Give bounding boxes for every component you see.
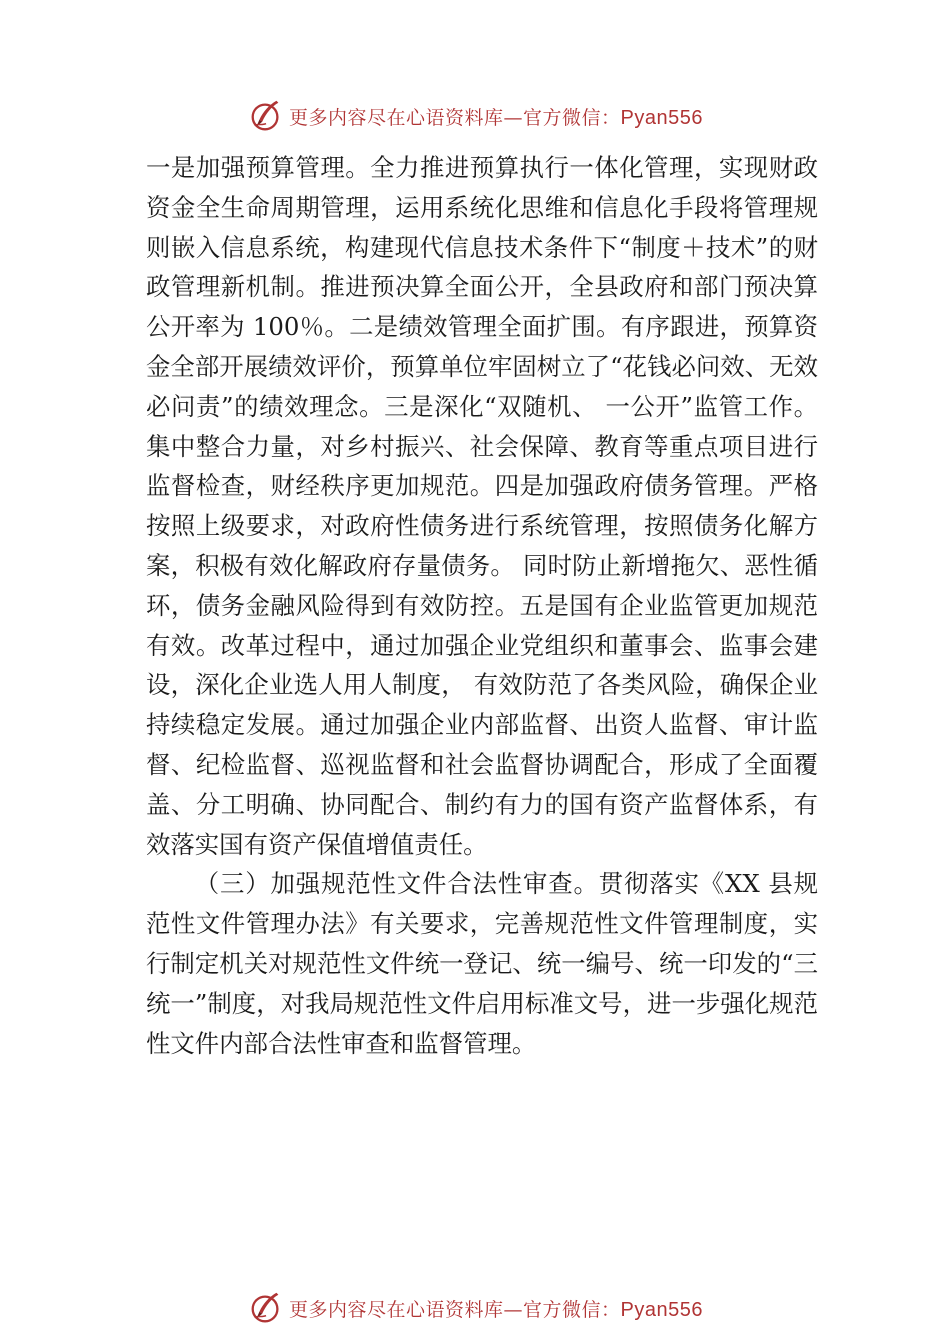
separator: — — [503, 1298, 524, 1321]
banner-text — [289, 1295, 703, 1322]
quill-pen-logo-icon — [247, 1289, 285, 1327]
header-banner — [0, 94, 950, 138]
site-text: 更多内容尽在心语资料库 — [289, 106, 504, 129]
wechat-id: Pyan556 — [620, 106, 703, 129]
separator: — — [503, 106, 524, 129]
footer-banner — [0, 1286, 950, 1330]
document-body — [146, 148, 818, 1063]
body-paragraph: 一是加强预算管理。全力推进预算执行一体化管理，实现财政资金全生命周期管理，运用系统化思维和信息化手段将管理规则嵌入信息系统，构建现代信息技术条件下“制度＋技术”的财政管理新机制。推进预决算全面公开，全县政府和部门预决算公开率为 100％。二是绩效管理全面扩围。有序跟进，预算资金全部开展绩效评价，预算单位牢固树立了“花钱必问效、无效必问责”的绩效理念。三是深化“双随机、 一公开”监管工作。集中整合力量，对乡村振兴、社会保障、教育等重点项目进行监督检查，财经秩序更加规范。四是加强政府债务管理。严格按照上级要求，对政府性债务进行系统管理，按照债务化解方案，积极有效化解政府存量债务。 同时防止新增拖欠、恶性循环，债务金融风险得到有效防控。五是国有企业监管更加规范有效。改革过程中，通过加强企业党组织和董事会、监事会建设，深化企业选人用人制度， 有效防范了各类风险，确保企业持续稳定发展。通过加强企业内部监督、出资人监督、审计监督、纪检监督、巡视监督和社会监督协调配合，形成了全面覆盖、分工明确、协同配合、制约有力的国有资产监督体系，有效落实国有资产保值增值责任。 — [146, 153, 818, 859]
site-text: 更多内容尽在心语资料库 — [289, 1298, 504, 1321]
wechat-label: 官方微信： — [523, 106, 621, 129]
quill-pen-logo-icon — [247, 97, 285, 135]
body-paragraph: （三）加强规范性文件合法性审查。贯彻落实《XX 县规范性文件管理办法》有关要求，完善规范性文件管理制度，实行制定机关对规范性文件统一登记、统一编号、统一印发的“三统一”制度，对我局规范性文件启用标准文号，进一步强化规范性文件内部合法性审查和监督管理。 — [146, 869, 818, 1058]
wechat-id: Pyan556 — [620, 1298, 703, 1321]
wechat-label: 官方微信： — [523, 1298, 621, 1321]
banner-text — [289, 103, 703, 130]
